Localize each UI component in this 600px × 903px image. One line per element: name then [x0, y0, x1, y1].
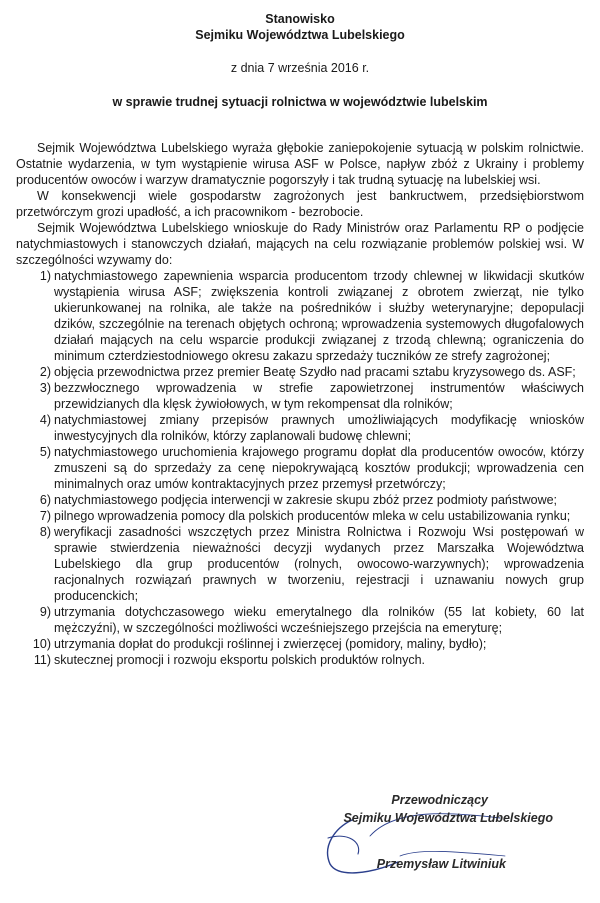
list-item-number: 7) [39, 509, 51, 523]
list-item-number: 9) [39, 605, 51, 619]
paragraph-request: Sejmik Województwa Lubelskiego wnioskuje do Rady Ministrów oraz Parlamentu RP o podjęcie natychmiastowych i stanowczych działań, mających na celu rozwiązanie problemów polskiej wsi. W szczególności wzywamy do: [16, 221, 584, 267]
document-issuer: Sejmiku Województwa Lubelskiego [195, 28, 405, 42]
list-item [16, 444, 584, 492]
list-item [16, 268, 584, 364]
list-item-text: natychmiastowego zapewnienia wsparcia producentom trzody chlewnej w likwidacji skutków wystąpienia wirusa ASF; zwiększenia kontroli związanej z obrotem zwierząt, nie tylko ukierunkowanej na rolnika, ale także na pośredników i służby weterynaryjne; depopulacji dzików, szczególnie na terenach objętych ochroną; wprowadzenia systemowych długofalowych działań mających na celu wsparcie produkcji związanej z trzodą chlewną; ograniczenia do minimum czterdziestodniowego okresu zakazu sprzedaży tuczników ze strefy zagrożonej; [54, 269, 584, 363]
list-item-number: 4) [39, 413, 51, 427]
list-item-text: weryfikacji zasadności wszczętych przez Ministra Rolnictwa i Rozwoju Wsi postępowań w sprawie stwierdzenia nieważności decyzji wydanych przez Marszałka Województwa Lubelskiego dla grup producentów (rolnych, owocowo-warzywnych); wprowadzenia racjonalnych rozwiązań prawnych w tworzeniu, rejestracji i uznawaniu nowych grup producenckich; [54, 525, 584, 603]
list-item-number: 2) [39, 365, 51, 379]
list-item-text: natychmiastowego podjęcia interwencji w zakresie skupu zbóż przez podmioty państwowe; [54, 493, 558, 507]
signature-name: Przemysław Litwiniuk [376, 857, 506, 871]
document-body [16, 140, 584, 668]
list-item [16, 652, 584, 668]
list-item-number: 11) [33, 653, 51, 667]
list-item-number: 6) [39, 493, 51, 507]
signature-body: Sejmiku Województwa Lubelskiego [343, 811, 553, 825]
list-item [16, 604, 584, 636]
list-item-number: 1) [39, 269, 51, 283]
list-item-text: utrzymania dotychczasowego wieku emerytalnego dla rolników (55 lat kobiety, 60 lat mężczyźni), w szczególności możliwości wcześniejszego przejścia na emeryturę; [54, 605, 584, 635]
list-item [16, 364, 584, 380]
list-item [16, 524, 584, 604]
list-item-number: 5) [39, 445, 51, 459]
list-item-text: objęcia przewodnictwa przez premier Beatę Szydło nad pracami sztabu kryzysowego ds. ASF; [54, 365, 576, 379]
list-item-text: natychmiastowej zmiany przepisów prawnych umożliwiających modyfikację wniosków inwestycyjnych dla rolników, którzy zaplanowali budowę chlewni; [54, 413, 584, 443]
paragraph-consequences: W konsekwencji wiele gospodarstw zagrożonych jest bankructwem, przedsiębiorstwom przetwórczym grozi upadłość, a ich pracownikom - bezrobocie. [16, 189, 584, 219]
document-title: Stanowisko [265, 12, 335, 26]
document-date: z dnia 7 września 2016 r. [230, 61, 370, 75]
list-item-text: utrzymania dopłat do produkcji roślinnej i zwierzęcej (pomidory, maliny, bydło); [54, 637, 487, 651]
list-item-text: natychmiastowego uruchomienia krajowego programu dopłat dla producentów owoców, którzy zmuszeni są do sprzedaży za cenę niepokrywającą kosztów produkcji; wprowadzenia cen minimalnych oraz umów kontraktacyjnych przez przemysł przetwórczy; [54, 445, 584, 491]
list-item-text: pilnego wprowadzenia pomocy dla polskich producentów mleka w celu ustabilizowania rynku; [54, 509, 571, 523]
paragraph-intro: Sejmik Województwa Lubelskiego wyraża głębokie zaniepokojenie sytuacją w polskim rolnictwie. Ostatnie wydarzenia, w tym wystąpienie wirusa ASF w Polsce, napływ zbóż z Ukrainy i problemy producentów owoców i warzyw dramatycznie pogorszyły i tak trudną sytuację na lubelskiej wsi. [16, 141, 584, 187]
list-item [16, 636, 584, 652]
list-item [16, 412, 584, 444]
demands-list [16, 268, 584, 668]
list-item [16, 508, 584, 524]
document-subject: w sprawie trudnej sytuacji rolnictwa w województwie lubelskim [112, 95, 488, 109]
list-item-text: skutecznej promocji i rozwoju eksportu polskich produktów rolnych. [54, 653, 425, 667]
list-item [16, 492, 584, 508]
list-item [16, 380, 584, 412]
list-item-text: bezzwłocznego wprowadzenia w strefie zapowietrzonej instrumentów właściwych przewidzianych dla klęsk żywiołowych, w tym rekompensat dla rolników; [54, 381, 584, 411]
list-item-number: 8) [39, 525, 51, 539]
list-item-number: 10) [32, 637, 51, 651]
signature-role: Przewodniczący [391, 793, 488, 807]
list-item-number: 3) [39, 381, 51, 395]
